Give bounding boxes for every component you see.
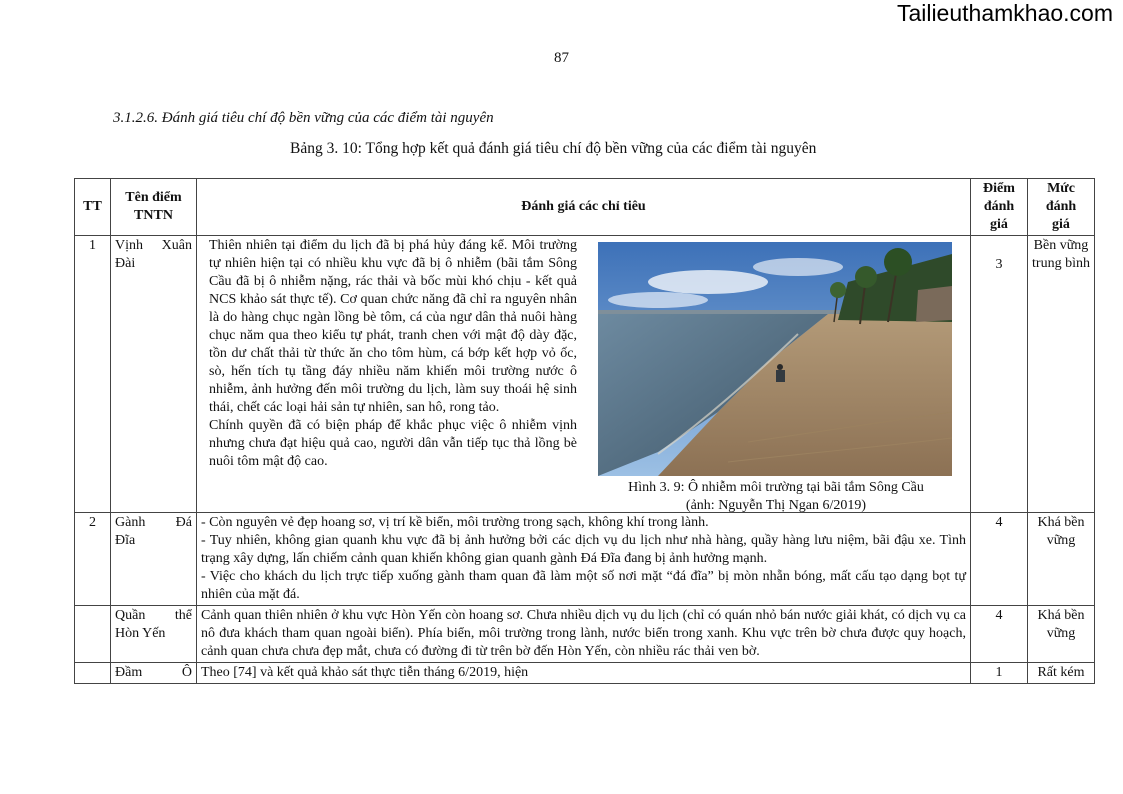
header-name-line1: Tên điểm [125,190,182,205]
row-level: Khá bền vững [1028,513,1095,606]
row-name-word: Xuân [161,238,192,253]
watermark: Tailieuthamkhao.com [896,0,1113,26]
evaluation-line: - Việc cho khách du lịch trực tiếp xuống gành tham quan đã làm một số nơi mặt “đá đĩa” bị mòn nhẵn bóng, mất cấu tạo dạng bọt tự nhiên của mặt đá. [201,569,966,602]
evaluation-line: - Tuy nhiên, không gian quanh khu vực đã bị ảnh hưởng bởi các dịch vụ du lịch như nhà hàng, quầy hàng lưu niệm, bãi đậu xe. Tình trạng xây dựng, lấn chiếm cảnh quan khiến không gian quanh gành Đá Đĩa đang bị ảnh hưởng mạnh. [201,533,966,566]
row-name-word: Vịnh [115,238,143,253]
row-score: 4 [971,606,1028,663]
row-name-word: Ô [181,665,192,680]
table-row [75,606,1095,663]
row-evaluation [197,606,971,663]
evaluation-paragraph: Theo [74] và kết quả khảo sát thực tiễn tháng 6/2019, hiện [201,665,529,680]
table-row [75,663,1095,684]
header-score [971,179,1028,236]
section-heading: 3.1.2.6. Đánh giá tiêu chí độ bền vững của các điểm tài nguyên [113,110,494,126]
row-name-word: Quần [115,608,146,623]
header-score-line3: giá [990,217,1008,232]
header-name-line2: TNTN [134,208,173,223]
photo-caption-line1: Hình 3. 9: Ô nhiễm môi trường tại bãi tắm Sông Cầu [628,480,924,495]
header-level-line3: giá [1052,217,1070,232]
header-score-line1: Điểm [983,181,1015,196]
photo-caption-line2: (ảnh: Nguyễn Thị Ngan 6/2019) [685,498,867,513]
row-level: Rất kém [1028,663,1095,684]
row-name-word: Hòn Yến [115,626,166,641]
row-tt [75,663,111,684]
header-level-line2: đánh [1045,199,1077,214]
row-level: Khá bền vững [1028,606,1095,663]
evaluation-paragraph: Chính quyền đã có biện pháp để khắc phục việc ô nhiễm vịnh nhưng chưa đạt hiệu quả cao, người dân vẫn tiếp tục thả lồng bè nuôi tôm mật độ cao. [209,418,577,469]
row-score: 1 [971,663,1028,684]
evaluation-paragraph: Thiên nhiên tại điểm du lịch đã bị phá hủy đáng kể. Môi trường tự nhiên hiện tại có nhiều khu vực đã bị ô nhiễm (bãi tắm Sông Cầu đã bị ô nhiễm nặng, rác thải và bốc mùi khó chịu - kết quả NCS khảo sát thực tế). Cơ quan chức năng đã chỉ ra nguyên nhân là do hàng chục ngàn lồng bè tôm, cá của ngư dân thả nuôi hàng chục năm qua theo kiểu tự phát, tranh chen với mật độ dày đặc, tồn dư chất thải từ thức ăn cho tôm hùm, cá bớp kết hợp vỏ ốc, sò, hến tích tụ tầng đáy nhiều năm khiến môi trường nước ô nhiễm, ảnh hưởng đến môi trường du lịch, làm suy thoái hệ sinh thái, chết các loại hải sản tự nhiên, san hô, rong tảo. [209,238,577,415]
row-level: Bền vững trung bình [1028,236,1095,513]
row-name [111,606,197,663]
row-name-word: Đĩa [115,533,136,548]
page-number: 87 [554,50,569,66]
header-score-line2: đánh [983,199,1015,214]
header-level [1028,179,1095,236]
row-name [111,236,197,513]
header-evaluation: Đánh giá các chỉ tiêu [197,179,971,236]
row-name-word: Gành [115,515,146,530]
evaluation-table [74,178,1095,684]
row-name-word: thể [174,608,192,623]
header-tt: TT [75,179,111,236]
row-name [111,513,197,606]
table-header-row [75,179,1095,236]
header-name [111,179,197,236]
row-score: 3 [971,236,1028,513]
row-name-word: Đầm [115,665,143,680]
header-level-line1: Mức [1047,181,1075,196]
table-caption: Bảng 3. 10: Tổng hợp kết quả đánh giá tiêu chí độ bền vững của các điểm tài nguyên [290,140,817,157]
table-row [75,513,1095,606]
row-tt [75,606,111,663]
table-row [75,236,1095,513]
row-name-word: Đá [175,515,192,530]
row-name [111,663,197,684]
row-evaluation [197,663,971,684]
row-evaluation [197,513,971,606]
row-score: 4 [971,513,1028,606]
row-tt: 2 [75,513,111,606]
row-name-word: Đài [115,256,136,271]
row-tt: 1 [75,236,111,513]
evaluation-paragraph: Cảnh quan thiên nhiên ở khu vực Hòn Yến còn hoang sơ. Chưa nhiều dịch vụ du lịch (chỉ có quán nhỏ bán nước giải khát, có dịch vụ ca nô đưa khách tham quan ngoài biển). Phía biển, môi trường trong lành, nước biển trong xanh. Khu vực trên bờ chưa được quy hoạch, cảnh quan chưa chưa đẹp mắt, chưa có đường đi từ trên bờ đến Hòn Yến, còn nhiều rác thải ven bờ. [201,608,966,659]
evaluation-line: - Còn nguyên vẻ đẹp hoang sơ, vị trí kề biển, môi trường trong sạch, không khí trong lành. [201,515,709,530]
row-evaluation [197,236,971,513]
beach-photo [598,242,952,476]
